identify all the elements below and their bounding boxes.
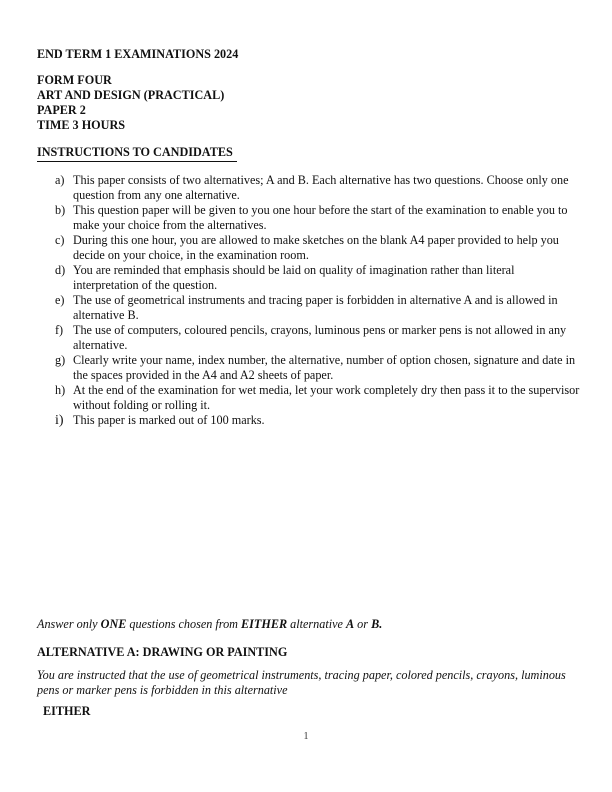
- either-label: EITHER: [43, 704, 91, 718]
- alternative-a-note: You are instructed that the use of geometrical instruments, tracing paper, colored pencils, crayons, luminous pens or marker pens is forbidden in this alternative: [37, 668, 566, 697]
- instruction-text: This question paper will be given to you one hour before the start of the examination to enable you to make your choice from the alternatives.: [73, 203, 568, 232]
- instruction-text: The use of geometrical instruments and tracing paper is forbidden in alternative A and is allowed in alternative B.: [73, 293, 558, 322]
- exam-title: END TERM 1 EXAMINATIONS 2024: [37, 47, 239, 61]
- instruction-item-h: [37, 383, 580, 413]
- answer-note-segment: ONE: [100, 617, 127, 631]
- exam-header-block: [37, 73, 580, 133]
- instructions-heading: INSTRUCTIONS TO CANDIDATES: [37, 145, 237, 162]
- instruction-marker: a): [55, 173, 65, 187]
- instruction-item-g: [37, 353, 580, 383]
- instruction-text: This paper consists of two alternatives; A and B. Each alternative has two questions. Choose only one question from any one alternative.: [73, 173, 569, 202]
- instruction-marker: h): [55, 383, 66, 397]
- instruction-item-a: [37, 173, 580, 203]
- answer-note-segment: questions chosen from: [126, 617, 242, 631]
- instruction-item-c: [37, 233, 580, 263]
- instruction-text: During this one hour, you are allowed to make sketches on the blank A4 paper provided to help you decide on your choice, in the examination room.: [73, 233, 559, 262]
- instructions-heading-wrap: [37, 145, 580, 162]
- instruction-item-e: [37, 293, 580, 323]
- answer-note-segment: B.: [371, 617, 383, 631]
- instruction-item-f: [37, 323, 580, 353]
- form-line: FORM FOUR: [37, 73, 112, 87]
- instruction-item-i: [37, 413, 580, 428]
- instruction-item-d: [37, 263, 580, 293]
- alternative-a-section: [37, 617, 580, 719]
- instruction-text: You are reminded that emphasis should be laid on quality of imagination rather than literal interpretation of the question.: [73, 263, 515, 292]
- alternative-a-heading: ALTERNATIVE A: DRAWING OR PAINTING: [37, 645, 288, 659]
- instructions-list: [37, 173, 580, 428]
- instruction-text: Clearly write your name, index number, the alternative, number of option chosen, signature and date in the spaces provided in the A4 and A2 sheets of paper.: [73, 353, 576, 382]
- instruction-marker: c): [55, 233, 65, 247]
- subject-line: ART AND DESIGN (PRACTICAL): [37, 88, 225, 102]
- page-number: 1: [303, 731, 309, 742]
- instruction-item-b: [37, 203, 580, 233]
- instruction-marker: f): [55, 323, 64, 337]
- answer-note-segment: EITHER: [241, 617, 288, 631]
- instruction-marker: g): [55, 353, 66, 367]
- instruction-marker: b): [55, 203, 66, 217]
- answer-note: [37, 617, 580, 632]
- instruction-text: The use of computers, coloured pencils, crayons, luminous pens or marker pens is not allowed in any alternative.: [73, 323, 567, 352]
- instruction-marker: d): [55, 263, 66, 277]
- instruction-text: At the end of the examination for wet media, let your work completely dry then pass it to the supervisor without folding or rolling it.: [73, 383, 580, 412]
- instruction-marker: e): [55, 293, 65, 307]
- answer-note-segment: or: [354, 617, 372, 631]
- paper-line: PAPER 2: [37, 103, 86, 117]
- answer-note-segment: alternative: [287, 617, 346, 631]
- instruction-text: This paper is marked out of 100 marks.: [73, 413, 265, 427]
- instruction-marker: i): [55, 413, 64, 428]
- time-line: TIME 3 HOURS: [37, 118, 126, 132]
- answer-note-segment: Answer only: [37, 617, 101, 631]
- answer-note-segment: A: [345, 617, 355, 631]
